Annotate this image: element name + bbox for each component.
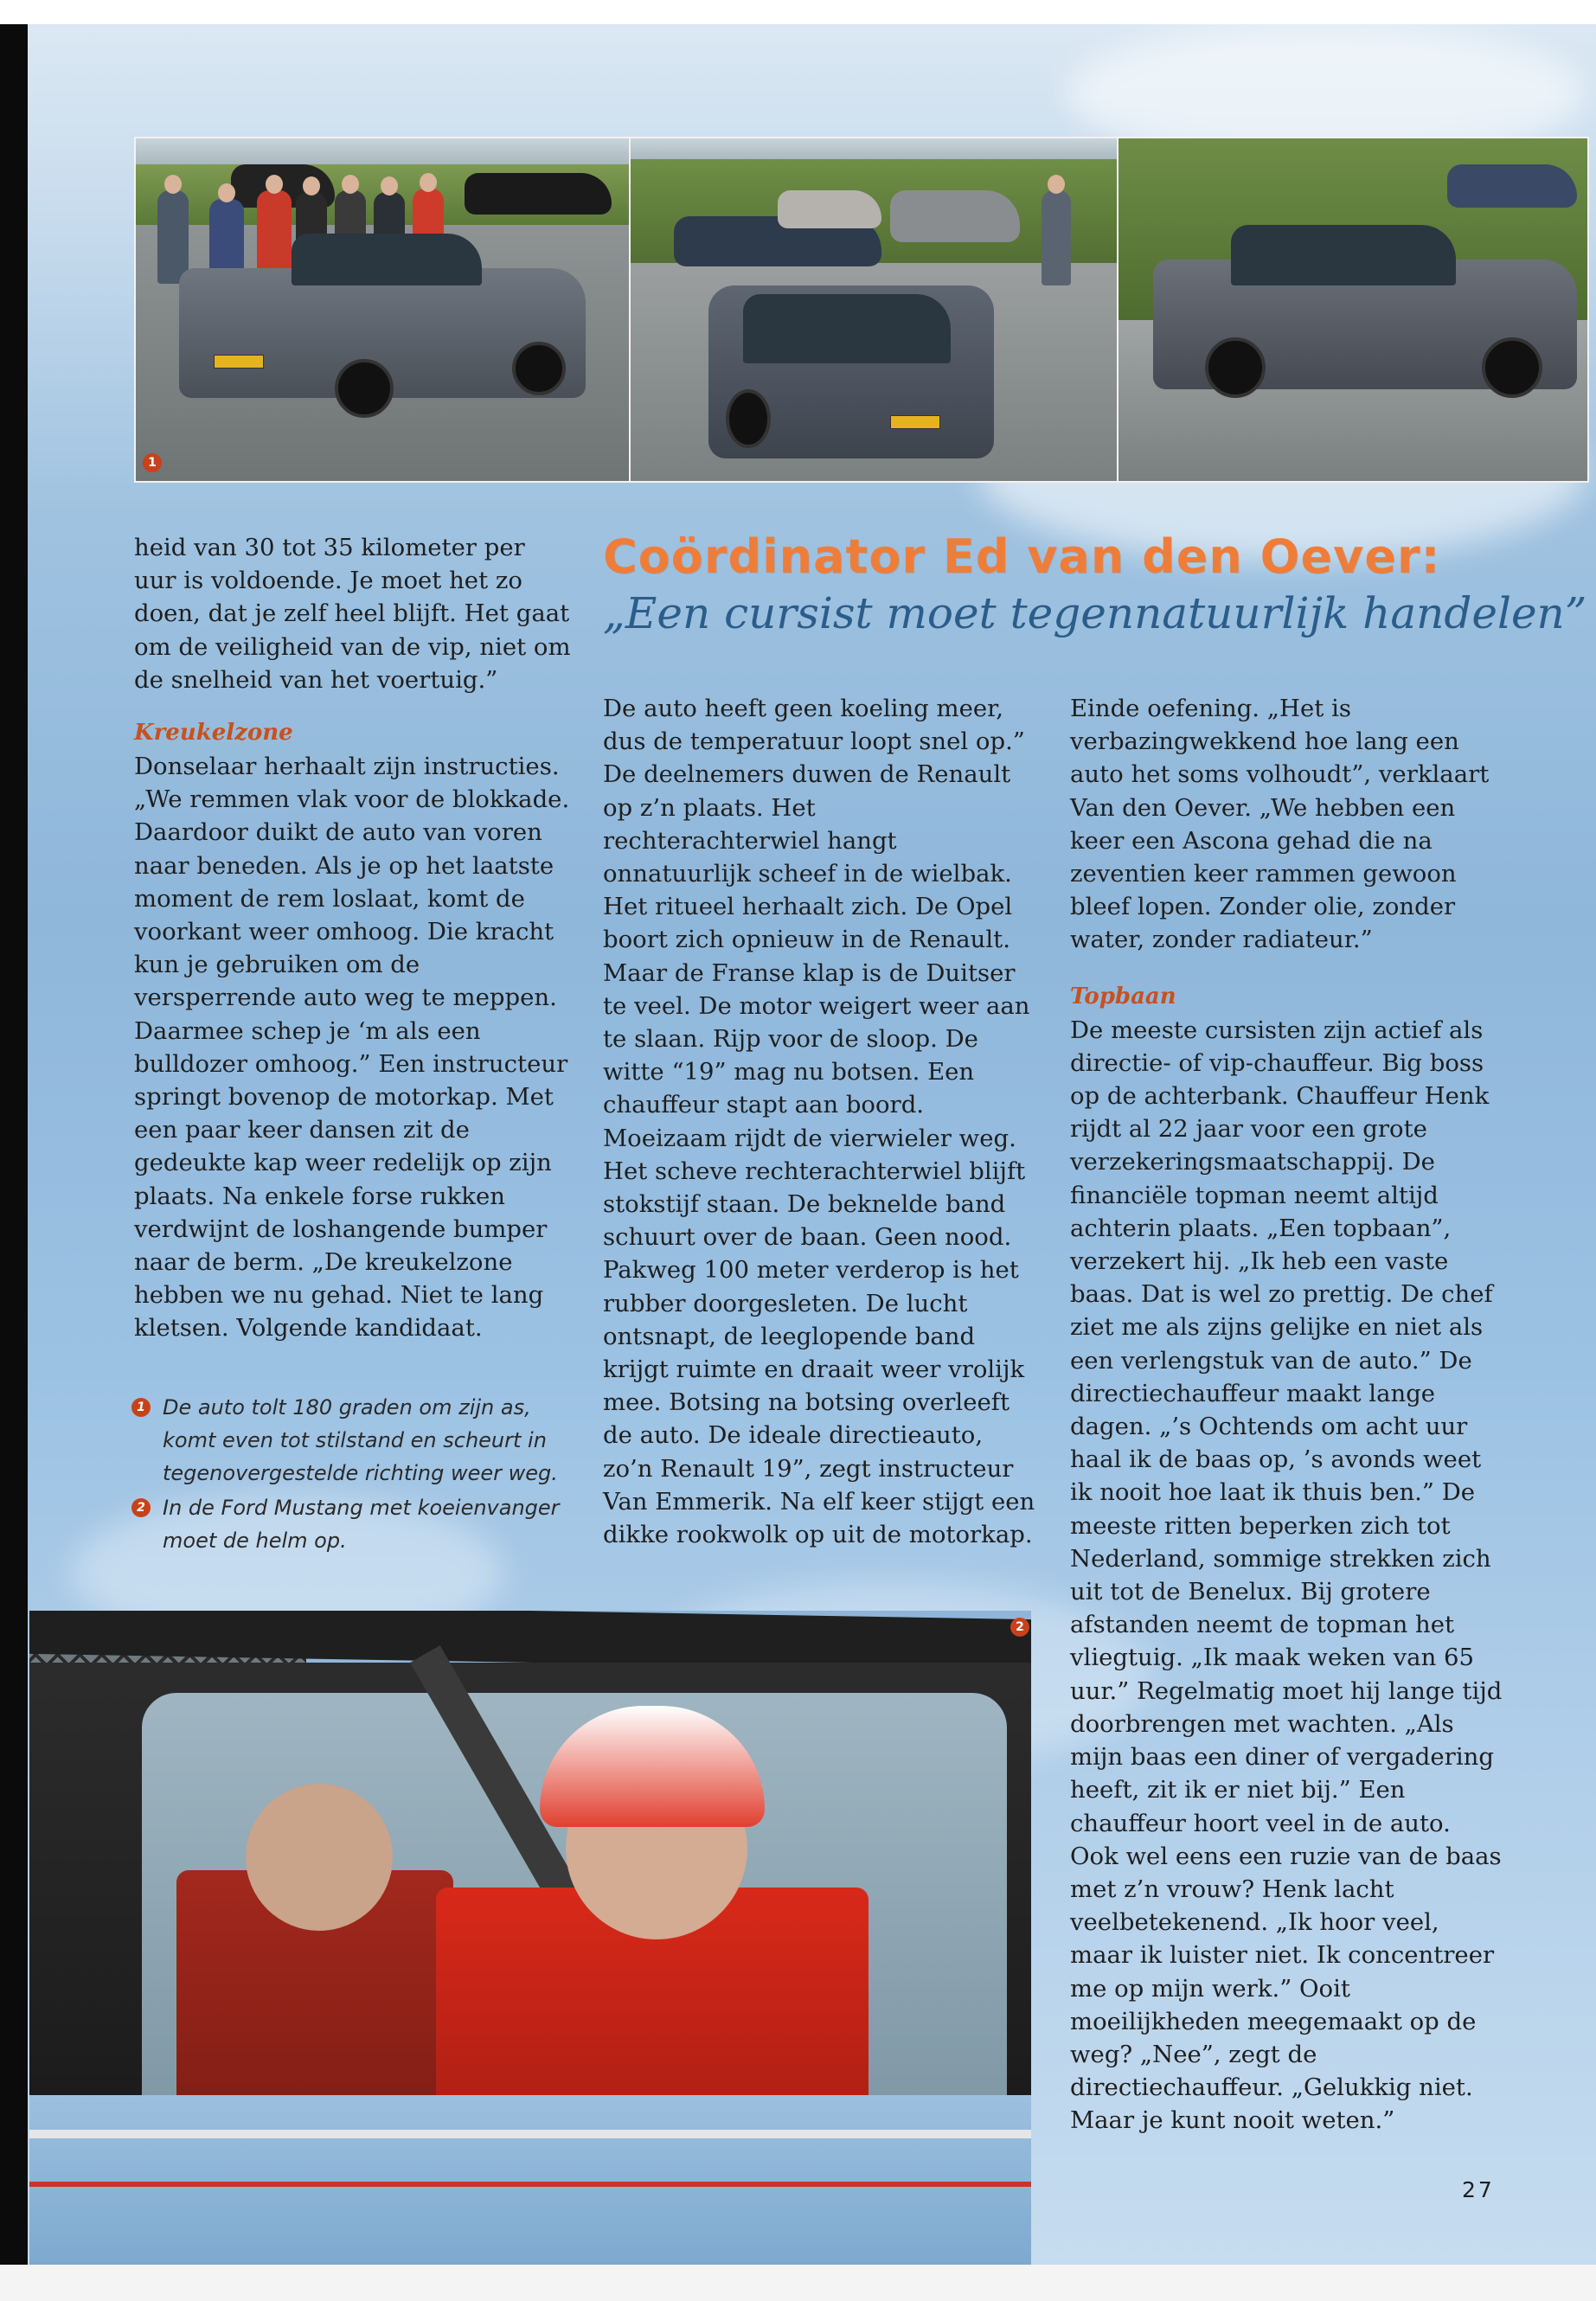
column-2 xyxy=(603,692,1035,1551)
column-2-body: De auto heeft geen koeling meer, dus de temperatuur loopt snel op.” De deelnemers duwen de Renault op z’n plaats. Het rechterachterwiel hangt onnatuurlijk scheef in de wielbak. Het ritueel herhaalt zich. De Opel boort zich opnieuw in de Renault. Maar de Franse klap is de Duitser te veel. De motor weigert weer aan te slaan. Rijp voor de sloop. De witte “19” mag nu botsen. Een chauffeur stapt aan boord. Moeizaam rijdt de vierwieler weg. Het scheve rechterachterwiel blijft stokstijf staan. De beknelde band schuurt over de baan. Geen nood. Pakweg 100 meter verderop is het rubber doorgesleten. De lucht ontsnapt, de leeglopende band krijgt ruimte en draait weer vrolijk mee. Botsing na botsing overleeft de auto. De ideale directieauto, zo’n Renault 19”, zegt instructeur Van Emmerik. Na elf keer stijgt een dikke rookwolk op uit de motorkap. xyxy=(603,695,1035,1549)
caption-2-text: In de Ford Mustang met koeienvanger moet de helm op. xyxy=(163,1496,560,1553)
column-1 xyxy=(134,531,571,1345)
photo-spectators-and-car xyxy=(134,137,631,483)
column-1-intro: heid van 30 tot 35 kilometer per uur is voldoende. Je moet het zo doen, dat je zelf heel blijft. Het gaat om de veiligheid van de vip, niet om de snelheid van het voertuig.” xyxy=(134,534,571,694)
article-subtitle: „Een cursist moet tegennatuurlijk handelen” xyxy=(603,588,1587,638)
photo-car-side-view xyxy=(1117,137,1589,483)
article-headline: Coördinator Ed van den Oever: xyxy=(603,529,1441,584)
photo-badge-2: 2 xyxy=(1010,1618,1029,1637)
column-1-body: Donselaar herhaalt zijn instructies. „We remmen vlak voor de blokkade. Daardoor duikt de auto van voren naar beneden. Als je op het laatste moment de rem loslaat, komt de voorkant weer omhoog. Die kracht kun je gebruiken om de versperrende auto weg te meppen. Daarmee schep je ‘m als een bulldozer omhoog.” Een instructeur springt bovenop de motorkap. Met een paar keer dansen zit de gedeukte kap weer redelijk op zijn plaats. Na enkele forse rukken verdwijnt de loshangende bumper naar de berm. „De kreukelzone hebben we nu gehad. Niet te lang kletsen. Volgende kandidaat. xyxy=(134,753,570,1343)
column-3-intro: Einde oefening. „Het is verbazingwekkend hoe lang een auto het soms volhoudt”, verklaart Van den Oever. „We hebben een keer een Ascona gehad die na zeventien keer rammen gewoon bleef lopen. Zonder olie, zonder water, zonder radiateur.” xyxy=(1070,695,1490,954)
photo-crashed-cars xyxy=(629,137,1118,483)
caption-1-badge: 1 xyxy=(131,1398,151,1417)
subhead-topbaan: Topbaan xyxy=(1070,983,1176,1009)
left-edge-bar xyxy=(0,24,29,2265)
caption-2 xyxy=(131,1491,564,1557)
page-number: 27 xyxy=(1462,2177,1495,2202)
photo-badge-1: 1 xyxy=(143,453,162,472)
caption-2-badge: 2 xyxy=(131,1498,151,1517)
caption-1 xyxy=(131,1391,564,1490)
subhead-kreukelzone: Kreukelzone xyxy=(134,720,293,747)
bottom-edge xyxy=(0,2265,1596,2301)
caption-1-text: De auto tolt 180 graden om zijn as, komt even tot stilstand en scheurt in tegenovergestelde richting weer weg. xyxy=(163,1395,558,1485)
photo-captions xyxy=(131,1391,564,1559)
column-3-body: De meeste cursisten zijn actief als directie- of vip-chauffeur. Big boss op de achterbank. Chauffeur Henk rijdt al 22 jaar voor een grote verzekeringsmaatschappij. De financiële topman neemt altijd achterin plaats. „Een topbaan”, verzekert hij. „Ik heb een vaste baas. Dat is wel zo prettig. De chef ziet me als zijns gelijke en niet als een verlengstuk van de auto.” De directiechauffeur maakt lange dagen. „’s Ochtends om acht uur haal ik de baas op, ’s avonds weet ik nooit hoe laat ik thuis ben.” De meeste ritten beperken zich tot Nederland, sommige strekken zich uit tot de Benelux. Bij grotere afstanden neemt de topman het vliegtuig. „Ik maak weken van 65 uur.” Regelmatig moet hij lange tijd doorbrengen met wachten. „Als mijn baas een diner of vergadering heeft, zit ik er niet bij.” Een chauffeur hoort veel in de auto. Ook wel eens een ruzie van de baas met z’n vrouw? Henk lacht veelbetekenend. „Ik hoor veel, maar ik luister niet. Ik concentreer me op mijn werk.” Ooit moeilijkheden meegemaakt op de weg? „Nee”, zegt de directiechauffeur. „Gelukkig niet. Maar je kunt nooit weten.” xyxy=(1070,1016,1503,2135)
photo-drivers-in-mustang xyxy=(29,1611,1031,2265)
column-3 xyxy=(1070,692,1503,2138)
